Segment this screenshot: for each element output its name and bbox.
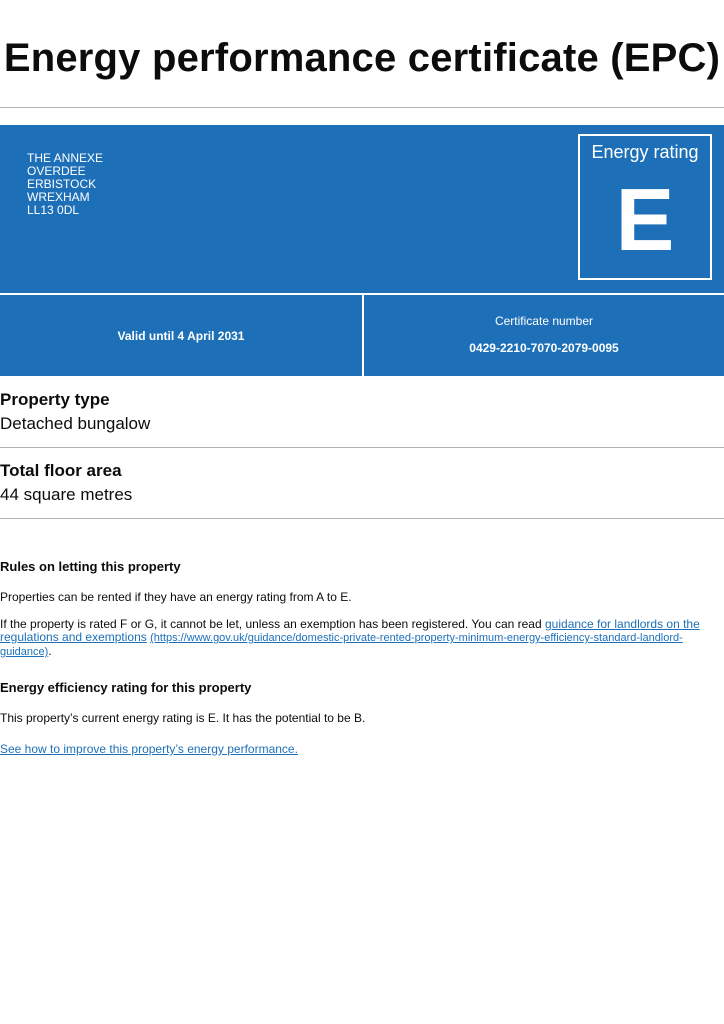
address-line-2: OVERDEE	[27, 164, 86, 178]
certificate-block	[364, 295, 724, 376]
certificate-number: 0429-2210-7070-2079-0095	[469, 341, 619, 355]
property-type-value: Detached bungalow	[0, 414, 151, 433]
divider	[0, 447, 724, 448]
energy-rating-box	[578, 134, 712, 280]
paragraph-period: .	[48, 644, 52, 658]
address-postcode: LL13 0DL	[27, 203, 80, 217]
valid-until: Valid until 4 April 2031	[117, 328, 245, 343]
certificate-number-label: Certificate number	[494, 314, 594, 328]
landlord-guidance-url[interactable]: (https://www.gov.uk/guidance/domestic-private-rented-property-minimum-energy-efficiency-standard-landlord-guidance)	[0, 632, 683, 658]
floor-area-heading: Total floor area	[0, 461, 122, 480]
address-line-3: ERBISTOCK	[27, 177, 97, 191]
certificate-info-row	[0, 295, 724, 376]
letting-exemptions-text: If the property is rated F or G, it cannot be let, unless an exemption has been registered. You can read	[0, 617, 545, 631]
improve-performance-paragraph	[0, 743, 724, 756]
summary-banner	[0, 125, 724, 293]
address-line-1: THE ANNEXE	[27, 151, 104, 165]
landlord-guidance-link-cont[interactable]	[0, 630, 147, 644]
energy-rating-label: Energy rating	[591, 142, 699, 162]
efficiency-rating-heading: Energy efficiency rating for this property	[0, 680, 252, 695]
property-type-heading: Property type	[0, 390, 110, 409]
efficiency-rating-paragraph: This property’s current energy rating is E. It has the potential to be B.	[0, 711, 366, 725]
divider	[0, 518, 724, 519]
floor-area-value: 44 square metres	[0, 485, 133, 504]
landlord-guidance-link[interactable]	[545, 617, 700, 631]
letting-rules-paragraph: Properties can be rented if they have an energy rating from A to E.	[0, 590, 352, 604]
address-line-4: WREXHAM	[27, 190, 90, 204]
page-title: Energy performance certificate (EPC)	[3, 36, 721, 80]
landlord-guidance-link-text-2: regulations and exemptions	[0, 630, 147, 644]
improve-performance-link[interactable]: See how to improve this property’s energy performance.	[0, 742, 298, 756]
landlord-guidance-link-text-1: guidance for landlords on the	[545, 617, 700, 631]
divider	[0, 107, 724, 108]
energy-rating-letter: E	[615, 170, 675, 269]
letting-exemptions-paragraph	[0, 618, 724, 659]
letting-rules-heading: Rules on letting this property	[0, 559, 181, 574]
property-address	[27, 152, 103, 217]
